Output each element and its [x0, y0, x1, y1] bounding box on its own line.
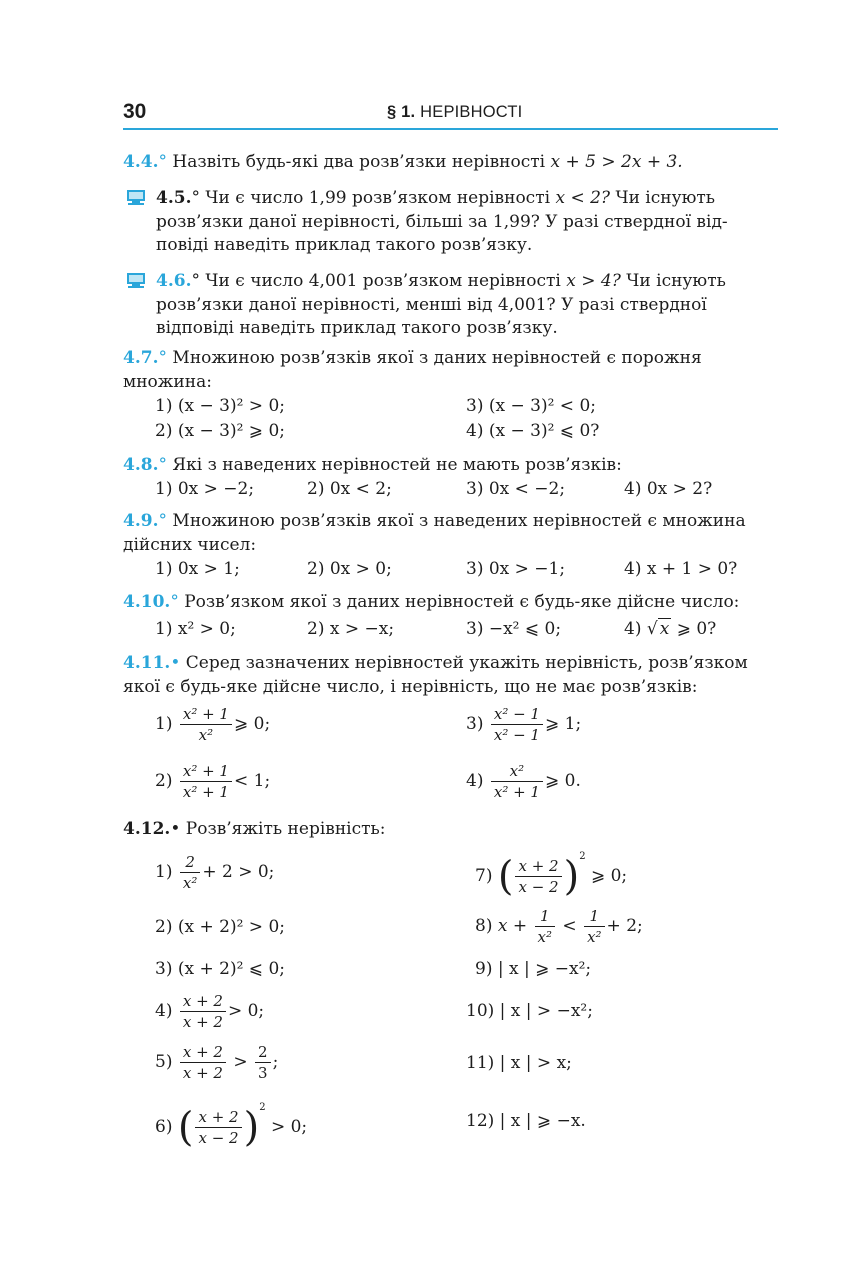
option-3: 3) 0x < −2;: [466, 479, 566, 499]
difficulty-mark: °: [158, 348, 167, 368]
fraction: [491, 705, 543, 744]
numerator: x² + 1: [180, 762, 232, 782]
exercise-line: [123, 270, 783, 294]
exercise-4-8: [123, 454, 783, 478]
exercise-4-12: [123, 818, 783, 842]
difficulty-mark: °: [170, 592, 179, 612]
denominator: x − 2: [518, 878, 559, 896]
numerator: 2: [180, 853, 200, 873]
section-title: НЕРІВНОСТІ: [420, 103, 523, 121]
exercise-text: Чи є число 1,99 розв’язком нерівності: [205, 188, 551, 208]
item-rest: ⩾ 0;: [590, 866, 628, 886]
denominator: x² + 1: [493, 783, 540, 801]
option-2: 2) x > −x;: [307, 619, 395, 639]
exercise-4-6: [123, 270, 783, 341]
option-rel: ⩾ 0;: [233, 714, 271, 734]
option-1: 1) (x − 3)² > 0;: [155, 396, 285, 416]
exercise-4-7: [123, 347, 783, 394]
item-label: 5): [155, 1052, 173, 1072]
exercise-number: 4.6.: [156, 271, 192, 291]
exercise-text: Множиною розв’язків якої з даних нерівностей є порожня: [172, 348, 702, 368]
fraction: [180, 992, 226, 1031]
exercise-text: Чи існують: [626, 271, 726, 291]
exercise-line: розв’язки даної нерівності, менші від 4,001? У разі ствердної: [156, 294, 707, 315]
option-3: 3) −x² ⩽ 0;: [466, 619, 562, 639]
option-1: 1) 0x > 1;: [155, 559, 240, 579]
numerator: 2: [255, 1043, 271, 1063]
denominator: x² − 1: [493, 726, 540, 744]
fraction: [535, 907, 555, 946]
difficulty-mark: •: [170, 819, 181, 839]
difficulty-mark: •: [170, 653, 181, 673]
difficulty-mark: °: [191, 271, 200, 291]
exercise-number: 4.4.: [123, 152, 159, 172]
exercise-text: Розв’яжіть нерівність:: [185, 819, 386, 839]
fraction: [255, 1043, 271, 1082]
exercise-number: 4.10.: [123, 592, 171, 612]
item-9: 9) | x | ⩾ −x²;: [475, 959, 592, 979]
option-label: 3): [466, 714, 484, 734]
option-2: 2) 0x < 2;: [307, 479, 392, 499]
item-10: 10) | x | > −x²;: [466, 1001, 593, 1021]
option-label: 4): [624, 619, 642, 639]
numerator: x²: [491, 762, 543, 782]
option-4: 4) x + 1 > 0?: [624, 559, 738, 579]
exercise-4-10: [123, 591, 783, 615]
fraction: [180, 762, 232, 801]
exercise-text: Чи існують: [615, 188, 716, 208]
exercise-text: Множиною розв’язків якої з наведених нерівностей є множина: [172, 511, 746, 531]
relation: >: [233, 1052, 248, 1072]
item-pre: x +: [497, 916, 528, 936]
numerator: x² − 1: [491, 705, 543, 725]
option-rel: ⩾ 1;: [544, 714, 582, 734]
exercise-line: [123, 347, 783, 371]
fraction: [195, 1108, 241, 1147]
exercise-line: відповіді наведіть приклад такого розв’язку.: [156, 318, 558, 338]
option-2: 2) (x − 3)² ⩾ 0;: [155, 421, 285, 441]
option-rel: < 1;: [233, 771, 271, 791]
exercise-text: Назвіть будь-які два розв’язки нерівності: [172, 152, 546, 172]
exercise-line: [123, 652, 783, 676]
exercise-text: Серед зазначених нерівностей укажіть нерівність, розв’язком: [185, 653, 748, 673]
item-7: [475, 846, 628, 900]
item-label: 8): [475, 916, 493, 936]
fraction: [180, 1043, 226, 1082]
inequality: x > 4?: [566, 271, 621, 291]
exercise-number: 4.11.: [123, 653, 171, 673]
option-rel: ⩾ 0?: [676, 619, 717, 639]
exercise-number: 4.5.: [156, 188, 192, 208]
denominator: x² + 1: [182, 783, 229, 801]
exercise-4-5: [123, 187, 783, 258]
header-rule: [123, 128, 778, 130]
relation: <: [562, 916, 577, 936]
item-3: 3) (x + 2)² ⩽ 0;: [155, 959, 285, 979]
denominator: x + 2: [182, 1013, 223, 1031]
item-label: 1): [155, 862, 173, 882]
option-label: 2): [155, 771, 173, 791]
page-number: 30: [123, 100, 147, 123]
fraction: [180, 705, 232, 744]
item-rest: + 2 > 0;: [202, 862, 275, 882]
difficulty-mark: °: [158, 455, 167, 475]
item-11: 11) | x | > x;: [466, 1053, 572, 1073]
fraction: [180, 853, 200, 892]
option-2: 2) 0x > 0;: [307, 559, 392, 579]
exercise-line: [123, 510, 783, 534]
exercise-line: якої є будь-яке дійсне число, і нерівність, що не має розв’язків:: [123, 676, 698, 697]
numerator: x + 2: [515, 857, 561, 877]
exercise-text: Розв’язком якої з даних нерівностей є будь-яке дійсне число:: [184, 592, 740, 612]
option-rel: ⩾ 0.: [544, 771, 581, 791]
exercise-line: множина:: [123, 371, 212, 392]
section-mark: § 1.: [387, 103, 416, 121]
option-4: 4) (x − 3)² ⩽ 0?: [466, 421, 600, 441]
denominator: x²: [587, 928, 602, 946]
option-3: [466, 705, 581, 744]
exercise-line: повіді наведіть приклад такого розв’язку.: [156, 235, 533, 255]
option-4: 4) 0x > 2?: [624, 479, 713, 499]
option-1: 1) 0x > −2;: [155, 479, 255, 499]
exponent: 2: [579, 851, 586, 862]
option-3: 3) 0x > −1;: [466, 559, 566, 579]
item-8: [475, 907, 643, 946]
exercise-number: 4.9.: [123, 511, 159, 531]
denominator: x − 2: [198, 1129, 239, 1147]
fraction: [584, 907, 604, 946]
option-1: [155, 705, 270, 744]
denominator: 3: [258, 1064, 268, 1082]
item-label: 6): [155, 1117, 173, 1137]
numerator: 1: [535, 907, 555, 927]
exponent: 2: [259, 1102, 266, 1113]
item-rest: + 2;: [606, 916, 643, 936]
item-label: 7): [475, 866, 493, 886]
item-6: [155, 1097, 308, 1151]
exercise-4-9: [123, 510, 783, 557]
option-label: 1): [155, 714, 173, 734]
item-1: [155, 853, 274, 892]
item-label: 4): [155, 1001, 173, 1021]
denominator: x + 2: [182, 1064, 223, 1082]
exercise-text: Чи є число 4,001 розв’язком нерівності: [205, 271, 561, 291]
denominator: x²: [182, 874, 198, 892]
numerator: x + 2: [180, 992, 226, 1012]
denominator: x²: [198, 726, 214, 744]
option-3: 3) (x − 3)² < 0;: [466, 396, 596, 416]
exercise-line: розв’язки даної нерівності, більші за 1,99? У разі ствердної від-: [156, 211, 728, 232]
right-paren: ): [243, 1104, 260, 1151]
exercise-number: 4.8.: [123, 455, 159, 475]
item-5: [155, 1043, 278, 1082]
fraction: [515, 857, 561, 896]
item-2: 2) (x + 2)² > 0;: [155, 917, 285, 937]
item-rest: > 0;: [227, 1001, 265, 1021]
item-rest: ;: [272, 1052, 279, 1072]
option-1: 1) x² > 0;: [155, 619, 236, 639]
exercise-number: 4.12.: [123, 819, 171, 839]
numerator: x + 2: [195, 1108, 241, 1128]
exercise-4-4: [123, 151, 783, 175]
running-header: [387, 103, 522, 122]
exercise-number: 4.7.: [123, 348, 159, 368]
item-4: [155, 992, 264, 1031]
inequality: x + 5 > 2x + 3.: [550, 152, 683, 172]
option-label: 4): [466, 771, 484, 791]
fraction: [491, 762, 543, 801]
option-4: 4) √ x ⩾ 0?: [624, 619, 717, 639]
left-paren: (: [497, 853, 514, 900]
option-4: [466, 762, 581, 801]
option-2: [155, 762, 270, 801]
inequality: x < 2?: [555, 188, 611, 208]
exercise-4-11: [123, 652, 783, 699]
exercise-line: дійсних чисел:: [123, 534, 257, 555]
right-paren: ): [563, 853, 580, 900]
item-12: 12) | x | ⩾ −x.: [466, 1111, 586, 1131]
numerator: 1: [584, 907, 604, 927]
numerator: x + 2: [180, 1043, 226, 1063]
numerator: x² + 1: [180, 705, 232, 725]
difficulty-mark: °: [158, 152, 167, 172]
difficulty-mark: °: [191, 188, 200, 208]
radicand: x: [659, 619, 670, 639]
item-rest: > 0;: [270, 1117, 308, 1137]
denominator: x²: [537, 928, 552, 946]
exercise-text: Які з наведених нерівностей не мають розв’язків:: [172, 455, 622, 475]
left-paren: (: [177, 1104, 194, 1151]
difficulty-mark: °: [158, 511, 167, 531]
exercise-line: [123, 187, 783, 211]
